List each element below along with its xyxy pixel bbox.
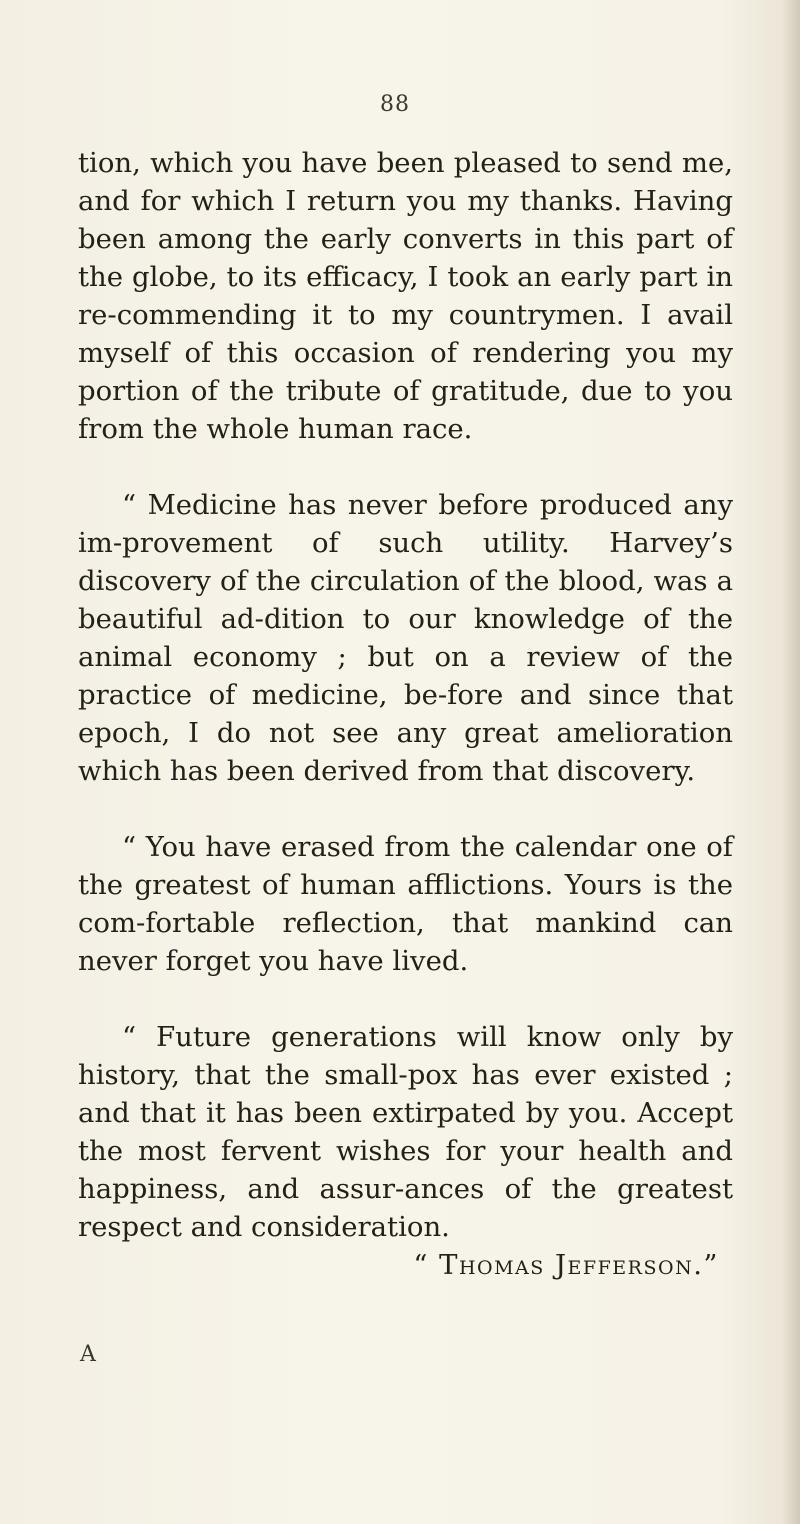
paragraph-medicine: “ Medicine has never before produced any im-provement of such utility. Harvey’s discovery of the circulation of the blood, was a beautiful ad-dition to our knowledge of the animal economy ; but on a review of the practice of medicine, be-fore and since that epoch, I do not see any great amelioration which has been derived from that discovery. [78, 489, 733, 787]
signature: “ Thomas Jefferson.” [413, 1249, 719, 1281]
paragraph-future-generations: “ Future generations will know only by history, that the small-pox has ever existed ; and that it has been extirpated by you. Accept the most fervent wishes for your health and happiness, and assur-ances of the greatest respect and consideration. [78, 1021, 733, 1243]
paragraph-continuation: tion, which you have been pleased to send me, and for which I return you my thanks. Having been among the early converts in this part of the globe, to its efficacy, I took an early part in re-commending it to my countrymen. I avail myself of this occasion of rendering you my portion of the tribute of gratitude, due to you from the whole human race. [78, 147, 733, 445]
letter-body [78, 144, 733, 1284]
paragraph-afflictions: “ You have erased from the calendar one of the greatest of human afflictions. Yours is the com-fortable reflection, that mankind can never forget you have lived. [78, 831, 733, 977]
page-edge [782, 0, 800, 1524]
printer-signature-mark: A [80, 1342, 96, 1367]
page-number: 88 [380, 92, 410, 117]
